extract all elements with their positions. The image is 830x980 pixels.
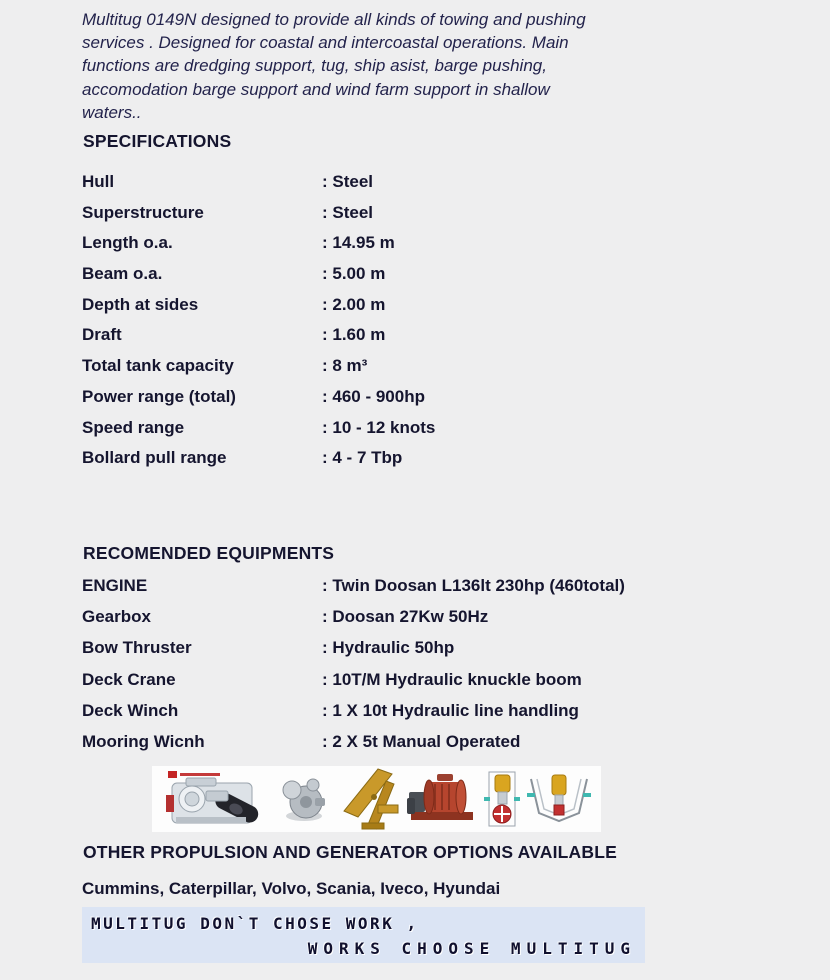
- equipment-row: [82, 632, 682, 663]
- spec-row: [82, 167, 682, 198]
- spec-value: : 460 - 900hp: [322, 386, 425, 406]
- specifications-heading: SPECIFICATIONS: [83, 131, 232, 151]
- equipment-heading: RECOMENDED EQUIPMENTS: [83, 543, 335, 563]
- spec-row: [82, 351, 682, 382]
- spec-label: Bollard pull range: [82, 448, 227, 468]
- engine-image: [162, 769, 270, 829]
- spec-row: [82, 443, 682, 474]
- spec-value: : 1.60 m: [322, 325, 386, 345]
- spec-value: : 14.95 m: [322, 233, 395, 253]
- hull-thruster-diagram-image: [527, 771, 591, 827]
- spec-row: [82, 228, 682, 259]
- spec-label: Hull: [82, 172, 115, 191]
- equipment-value: : Hydraulic 50hp: [322, 638, 455, 658]
- slogan-line-2: WORKS CHOOSE MULTITUG: [307, 939, 636, 958]
- brands-line: Cummins, Caterpillar, Volvo, Scania, Iveco, Hyundai: [82, 879, 501, 898]
- gearbox-image: [277, 774, 329, 824]
- slogan-line-1: MULTITUG DON`T CHOSE WORK ,: [91, 914, 419, 933]
- intro-line: waters..: [82, 102, 142, 122]
- equipment-row: [82, 601, 682, 632]
- equipment-value: : 1 X 10t Hydraulic line handling: [322, 700, 579, 720]
- spec-label: Depth at sides: [82, 294, 199, 314]
- spec-row: [82, 320, 682, 351]
- crane-image: [336, 767, 400, 831]
- spec-value: : Steel: [322, 202, 374, 222]
- other-options-heading: OTHER PROPULSION AND GENERATOR OPTIONS AVAILABLE: [83, 842, 617, 862]
- equipment-label: Deck Winch: [82, 700, 179, 720]
- equipment-value: : 2 X 5t Manual Operated: [322, 731, 521, 751]
- equipment-value: : Doosan 27Kw 50Hz: [322, 607, 489, 627]
- thruster-diagram-image: [484, 769, 520, 829]
- spec-value: : Steel: [322, 172, 374, 191]
- equipment-label: ENGINE: [82, 576, 148, 595]
- equipment-value: : 10T/M Hydraulic knuckle boom: [322, 669, 582, 689]
- spec-value: : 8 m³: [322, 356, 368, 376]
- equipment-label: Deck Crane: [82, 669, 176, 689]
- spec-row: [82, 413, 682, 444]
- intro-line: accomodation barge support and wind farm support in shallow: [82, 79, 550, 99]
- spec-label: Power range (total): [82, 386, 236, 406]
- spec-label: Beam o.a.: [82, 264, 163, 284]
- equipment-label: Gearbox: [82, 607, 151, 627]
- spec-label: Total tank capacity: [82, 356, 234, 376]
- spec-label: Speed range: [82, 417, 185, 437]
- spec-row: [82, 382, 682, 413]
- spec-row: [82, 198, 682, 229]
- intro-line: functions are dredging support, tug, ship asist, barge pushing,: [82, 56, 547, 76]
- equipment-row: [82, 570, 682, 601]
- spec-value: : 5.00 m: [322, 264, 386, 284]
- spec-row: [82, 259, 682, 290]
- spec-label: Length o.a.: [82, 233, 173, 253]
- specifications-table: [82, 167, 682, 474]
- spec-value: : 4 - 7 Tbp: [322, 448, 403, 468]
- spec-value: : 10 - 12 knots: [322, 417, 436, 437]
- equipment-label: Bow Thruster: [82, 638, 192, 658]
- winch-image: [407, 772, 477, 826]
- equipment-row: [82, 664, 682, 695]
- spec-value: : 2.00 m: [322, 294, 386, 314]
- equipment-image-strip: [152, 766, 601, 832]
- equipment-row: [82, 695, 682, 726]
- slogan-banner: [82, 907, 645, 963]
- equipment-value: : Twin Doosan L136lt 230hp (460total): [322, 576, 625, 595]
- intro-line: services . Designed for coastal and intercoastal operations. Main: [82, 33, 569, 53]
- equipment-row: [82, 726, 682, 757]
- intro-line: Multitug 0149N designed to provide all kinds of towing and pushing: [82, 10, 586, 29]
- intro-paragraph: [82, 8, 692, 124]
- equipment-label: Mooring Wicnh: [82, 731, 205, 751]
- spec-row: [82, 290, 682, 321]
- equipment-table: [82, 570, 682, 757]
- spec-label: Draft: [82, 325, 122, 345]
- spec-label: Superstructure: [82, 202, 204, 222]
